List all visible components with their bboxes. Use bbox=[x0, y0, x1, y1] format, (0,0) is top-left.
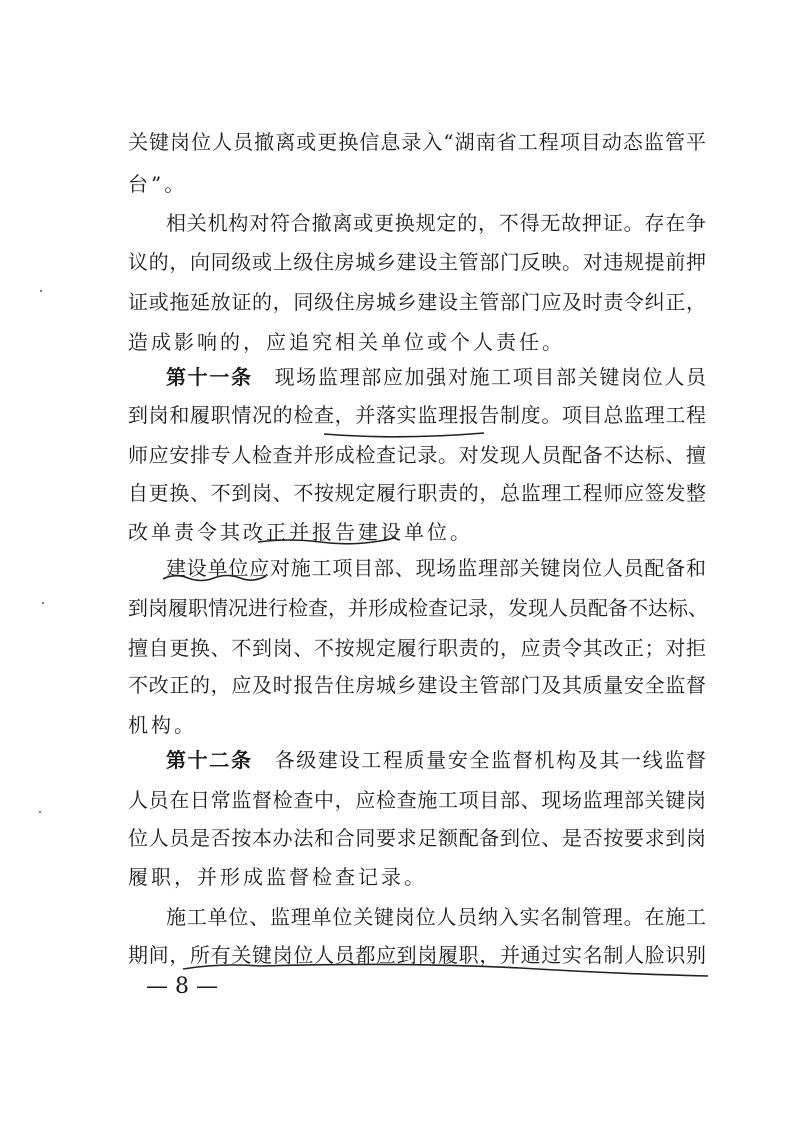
text-line: 证或拖延放证的，同级住房城乡建设主管部门应及时责令纠正， bbox=[128, 290, 706, 314]
text-line: 机构。 bbox=[128, 713, 197, 737]
article-heading: 第十一条 bbox=[166, 365, 253, 389]
scan-speck bbox=[39, 811, 41, 813]
text-line: 人员在日常监督检查中，应检查施工项目部、现场监理部关键岗 bbox=[128, 788, 706, 812]
scan-speck bbox=[42, 602, 44, 604]
text-line: 擅自更换、不到岗、不按规定履行职责的，应责令其改正；对拒 bbox=[128, 636, 706, 660]
handwritten-underline bbox=[163, 576, 266, 581]
handwritten-underline bbox=[324, 433, 484, 437]
text-line: 位人员是否按本办法和合同要求足额配备到位、是否按要求到岗 bbox=[128, 826, 706, 850]
text-line: 台”。 bbox=[128, 172, 188, 196]
text-line: 到岗和履职情况的检查，并落实监理报告制度。项目总监理工程 bbox=[128, 403, 706, 427]
text-line: 不改正的，应及时报告住房城乡建设主管部门及其质量安全监督 bbox=[128, 673, 706, 697]
text-line: 师应安排专人检查并形成检查记录。对发现人员配备不达标、擅 bbox=[128, 443, 706, 467]
text-line: 各级建设工程质量安全监督机构及其一线监督 bbox=[274, 748, 707, 772]
text-line: 现场监理部应加强对施工项目部关键岗位人员 bbox=[274, 365, 707, 389]
text-line: 相关机构对符合撤离或更换规定的，不得无故押证。存在争 bbox=[166, 211, 706, 235]
text-line: 自更换、不到岗、不按规定履行职责的，总监理工程师应签发整 bbox=[128, 481, 706, 505]
text-line: 履职，并形成监督检查记录。 bbox=[128, 865, 427, 889]
text-line: 议的，向同级或上级住房城乡建设主管部门反映。对违规提前押 bbox=[128, 250, 706, 274]
text-line: 关键岗位人员撤离或更换信息录入“湖南省工程项目动态监管平 bbox=[128, 130, 706, 154]
page-number: — 8 — bbox=[146, 974, 218, 999]
handwritten-underline bbox=[258, 537, 396, 544]
text-line: 到岗履职情况进行检查，并形成检查记录，发现人员配备不达标、 bbox=[128, 596, 708, 620]
handwritten-underline bbox=[183, 964, 708, 976]
text-line: 施工单位、监理单位关键岗位人员纳入实名制管理。在施工 bbox=[166, 905, 706, 929]
text-line: 期间，所有关键岗位人员都应到岗履职，并通过实名制人脸识别 bbox=[128, 943, 706, 967]
text-line: 改单责令其改正并报告建设单位。 bbox=[128, 520, 473, 544]
text-line: 造成影响的，应追究相关单位或个人责任。 bbox=[128, 330, 565, 354]
text-line: 建设单位应对施工项目部、现场监理部关键岗位人员配备和 bbox=[166, 556, 706, 580]
article-heading: 第十二条 bbox=[166, 748, 253, 772]
scan-speck bbox=[40, 290, 42, 292]
